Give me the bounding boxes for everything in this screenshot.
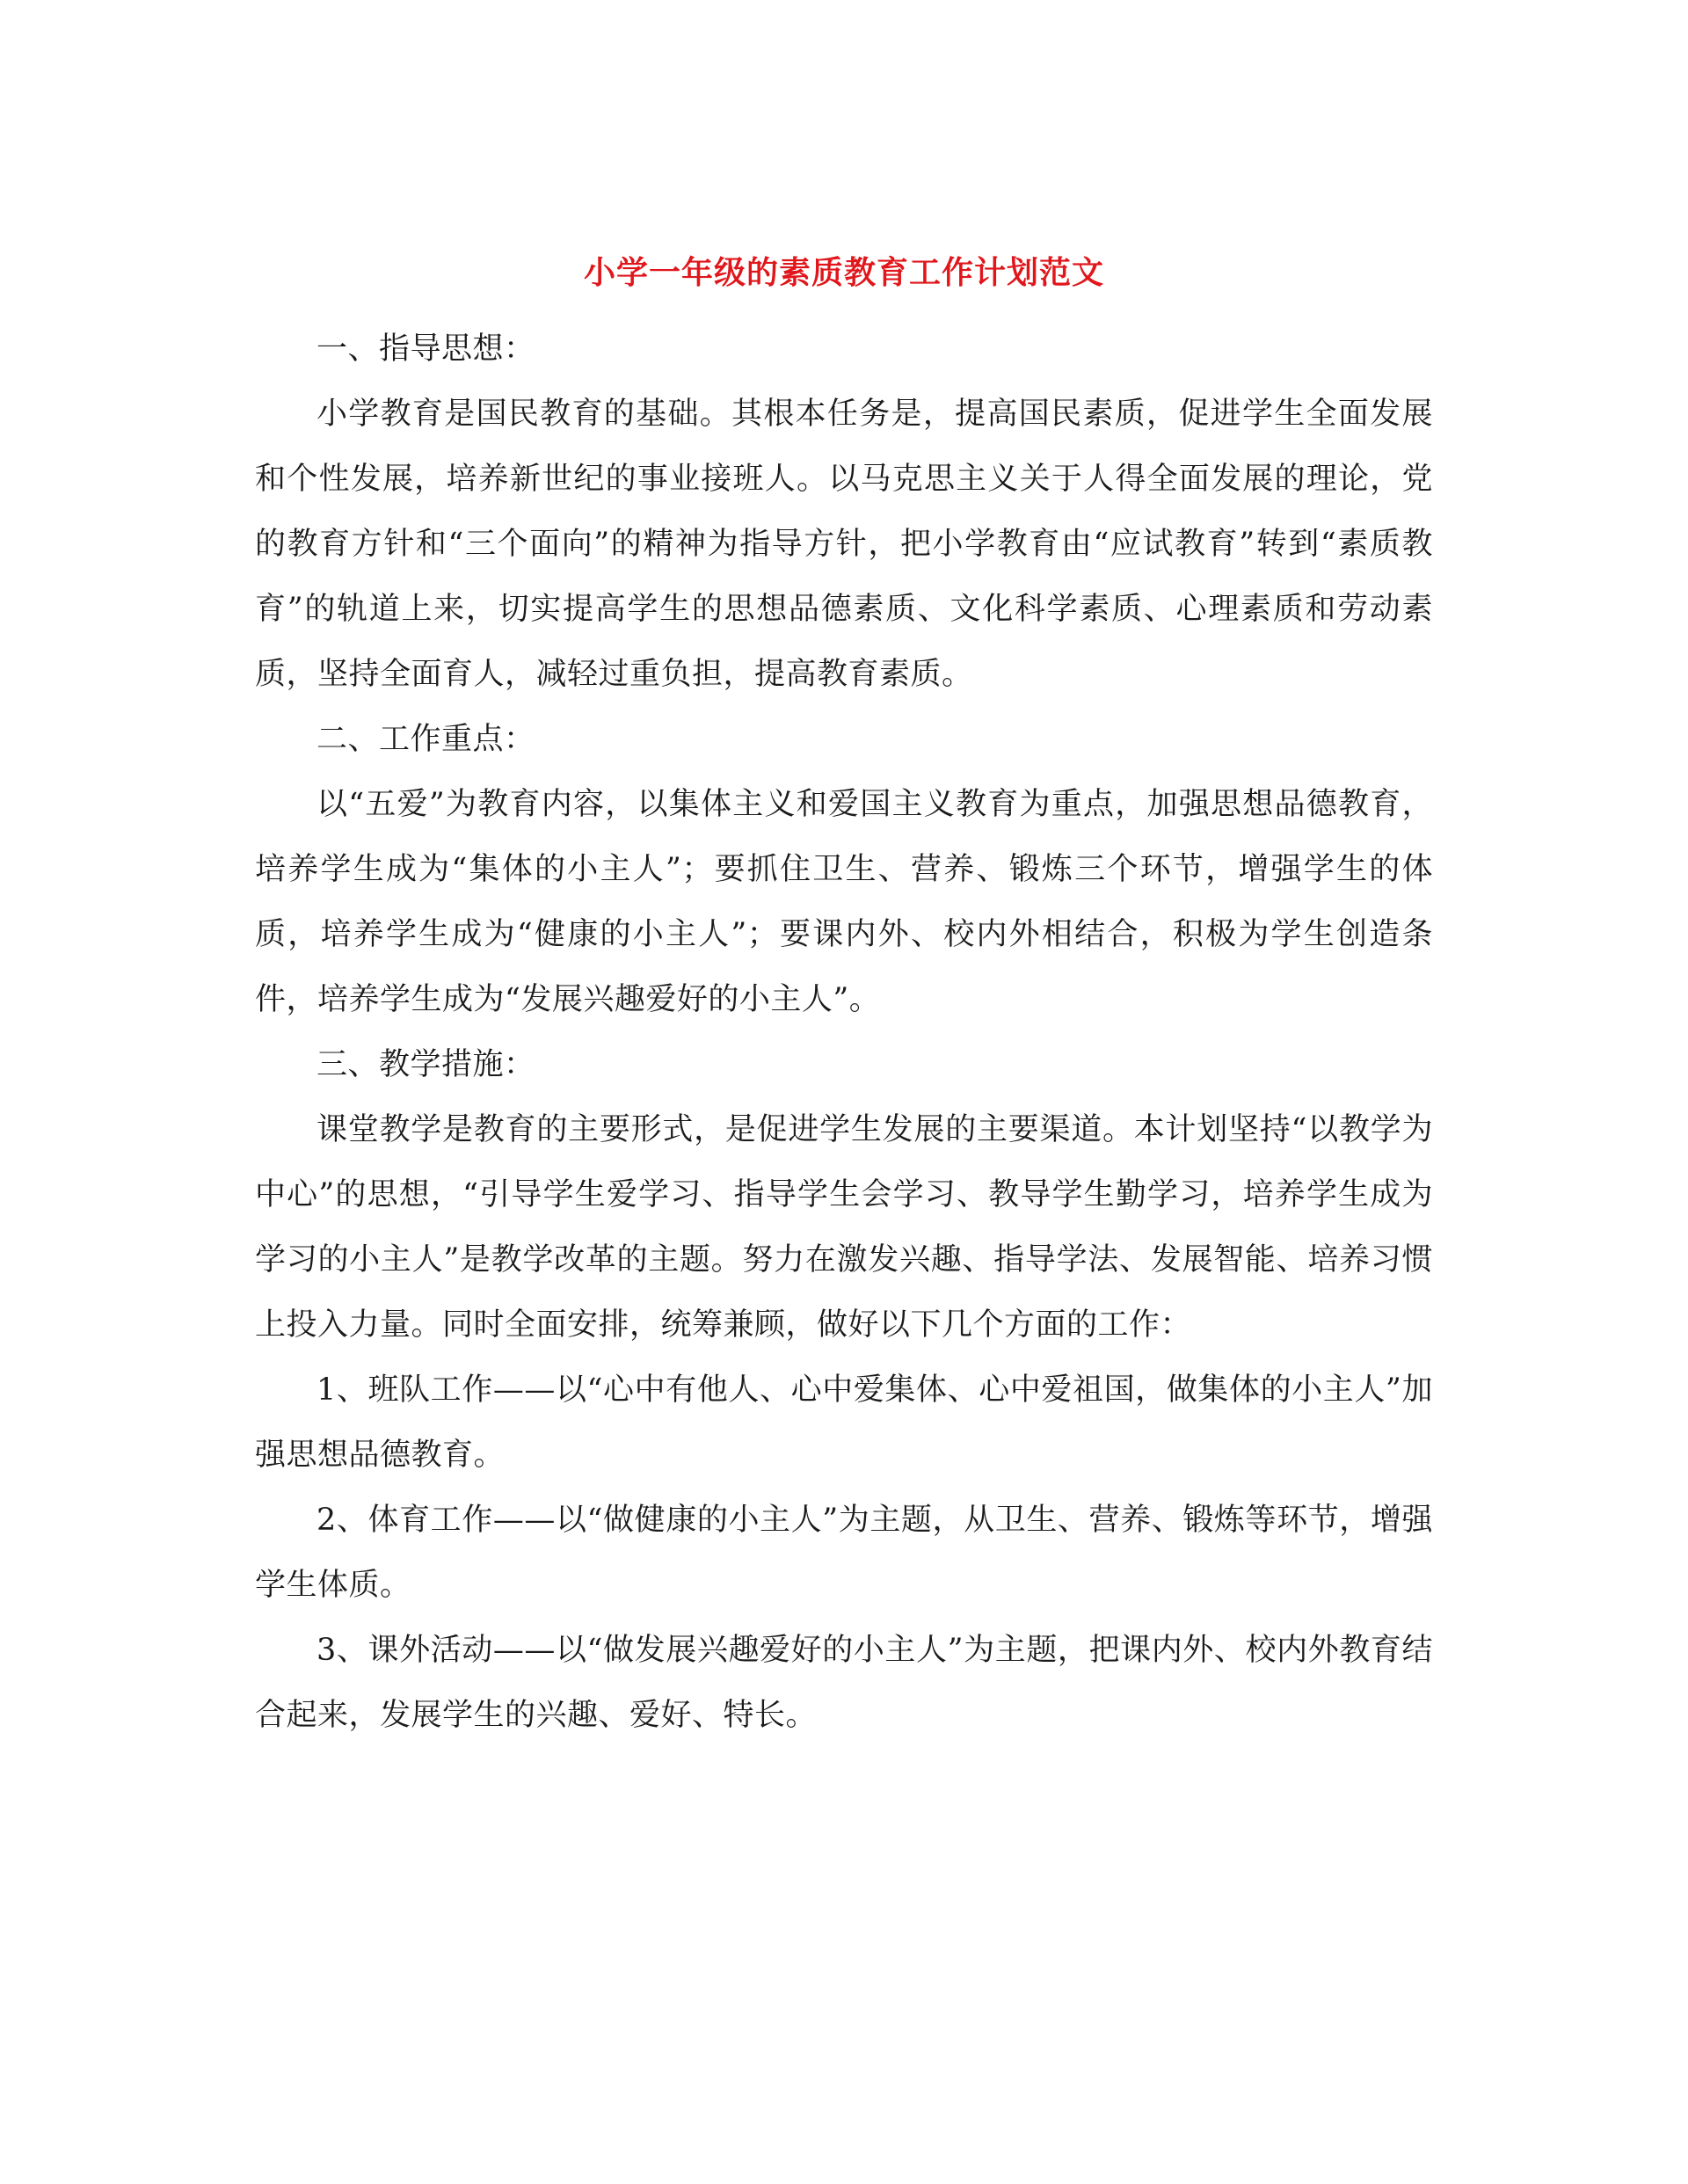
heading-guiding-thought: 一、指导思想： [316,331,535,367]
list-item-pe-work: 2、体育工作——以“做健康的小主人”为主题，从卫生、营养、锻炼等环节，增强学生体质。 [255,1503,1433,1603]
heading-teaching-measures: 三、教学措施： [316,1047,535,1082]
document-body [255,317,1433,1748]
list-item-class-work: 1、班队工作——以“心中有他人、心中爱集体、心中爱祖国，做集体的小主人”加强思想品德教育。 [255,1372,1433,1473]
paragraph-teaching-measures: 课堂教学是教育的主要形式，是促进学生发展的主要渠道。本计划坚持“以教学为中心”的思想，“引导学生爱学习、指导学生会学习、教导学生勤学习，培养学生成为学习的小主人”是教学改革的主题。努力在激发兴趣、指导学法、发展智能、培养习惯上投入力量。同时全面安排，统筹兼顾，做好以下几个方面的工作： [255,1112,1433,1343]
heading-work-focus: 二、工作重点： [316,722,535,757]
list-item-extracurricular: 3、课外活动——以“做发展兴趣爱好的小主人”为主题，把课内外、校内外教育结合起来，发展学生的兴趣、爱好、特长。 [255,1633,1433,1733]
paragraph-guiding-thought: 小学教育是国民教育的基础。其根本任务是，提高国民素质，促进学生全面发展和个性发展，培养新世纪的事业接班人。以马克思主义关于人得全面发展的理论，党的教育方针和“三个面向”的精神为指导方针，把小学教育由“应试教育”转到“素质教育”的轨道上来，切实提高学生的思想品德素质、文化科学素质、心理素质和劳动素质，坚持全面育人，减轻过重负担，提高教育素质。 [255,397,1433,692]
document-title: 小学一年级的素质教育工作计划范文 [583,254,1104,292]
paragraph-work-focus: 以“五爱”为教育内容，以集体主义和爱国主义教育为重点，加强思想品德教育，培养学生成为“集体的小主人”；要抓住卫生、营养、锻炼三个环节，增强学生的体质，培养学生成为“健康的小主人”；要课内外、校内外相结合，积极为学生创造条件，培养学生成为“发展兴趣爱好的小主人”。 [255,787,1433,1017]
